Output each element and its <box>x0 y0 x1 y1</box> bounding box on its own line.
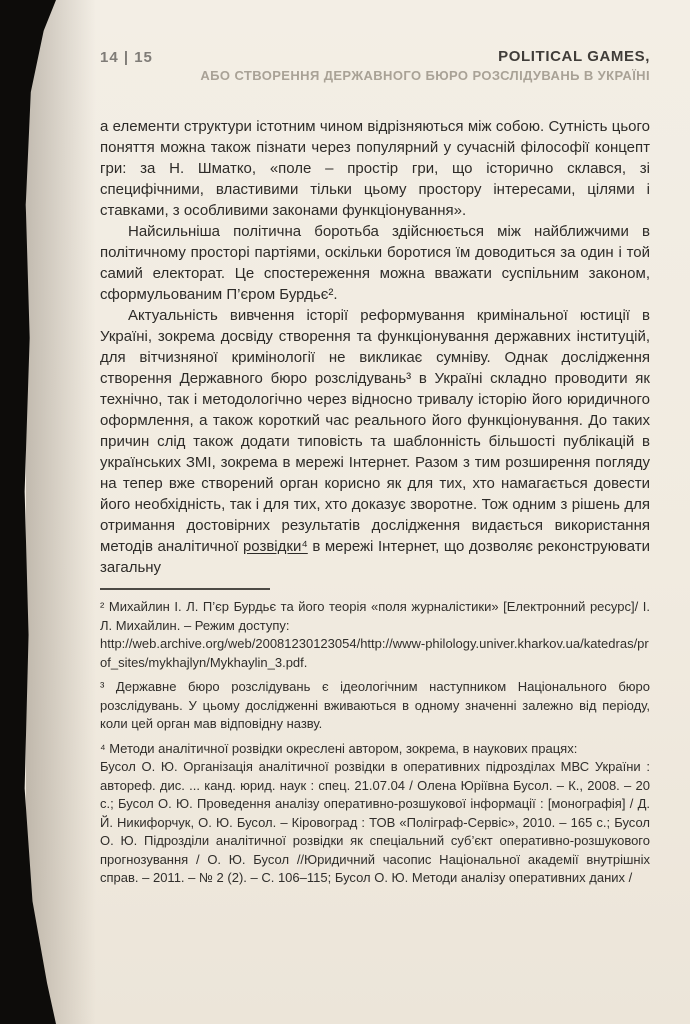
footnote-2 <box>100 598 650 672</box>
running-subtitle: АБО СТВОРЕННЯ ДЕРЖАВНОГО БЮРО РОЗСЛІДУВАНЬ В УКРАЇНІ <box>200 68 650 83</box>
page-header <box>100 48 650 83</box>
paragraph-text: в мережі Інтернет, що дозволяє реконструювати загальну <box>100 538 650 576</box>
footnote-4 <box>100 740 650 888</box>
footnote-text: ² Михайлин І. Л. П’єр Бурдьє та його теорія «поля журналістики» [Електронний ресурс]/ І. Л. Михайлин. – Режим доступу: <box>100 599 650 633</box>
running-head <box>200 48 650 83</box>
paragraph-text: Актуальність вивчення історії реформування кримінальної юстиції в Україні, зокрема досвіду створення та функціонування державних інституцій, для вітчизняної кримінології не викликає сумніву. Однак дослідження створення Державного бюро розслідувань³ в Україні складно проводити як технічно, так і методологічно через відносно тривалу історію його юридичного оформлення, а також короткий час реального його функціонування. До таких причин слід також додати типовість та шаблонність більшості публікацій в українських ЗМІ, зокрема в мережі Інтернет. Разом з тим розширення погляду на тепер вже створений орган корисно як для тих, хто намагається довести його необхідність, так і для тих, хто доказує зворотне. Тож одним з рішень для отримання достовірних результатів дослідження видається використання методів аналітичної <box>100 307 650 555</box>
footnote-text: Бусол О. Ю. Організація аналітичної розвідки в оперативних підрозділах МВС України : автореф. дис. ... канд. юрид. наук : спец. 21.07.04 / Олена Юріївна Бусол. – К., 2008. – 20 с.; Бусол О. Ю. Проведення аналізу оперативно-розшукової інформації : [монографія] / Д. Й. Никифорчук, О. Ю. Бусол. – Кіровоград : ТОВ «Поліграф-Сервіс», 2010. – 165 с.; Бусол О. Ю. Підрозділи аналітичної розвідки як спеціальний суб’єкт оперативно-розшукового прогнозування / О. Ю. Бусол //Юридичний часопис Національної академії внутрішніх справ. – 2011. – № 2 (2). – С. 106–115; Бусол О. Ю. Методи аналізу оперативних даних / <box>100 759 650 885</box>
running-title: POLITICAL GAMES, <box>498 48 650 65</box>
book-spine-shadow <box>0 0 56 1024</box>
body-paragraph: Найсильніша політична боротьба здійснюється між найближчими в політичному просторі партіями, оскільки боротися їм доводиться за один і той самий електорат. Це спостереження можна вважати суспільним законом, сформульованим П’єром Бурдьє². <box>100 223 650 303</box>
footnote-3: ³ Державне бюро розслідувань є ідеологічним наступником Національного бюро розслідувань. У цьому дослідженні вживаються в одному значенні залежно від періоду, коли цей орган мав відповідну назву. <box>100 679 650 731</box>
footnote-text: ⁴ Методи аналітичної розвідки окреслені автором, зокрема, в наукових працях: <box>100 740 578 756</box>
underlined-term: розвідки⁴ <box>242 538 308 555</box>
page-numbers: 14 | 15 <box>100 49 153 66</box>
body-paragraph <box>100 305 650 578</box>
footnote-url: http://web.archive.org/web/20081230123054/http://www-philology.univer.kharkov.ua/katedras/prof_sites/mykhajlyn/Mykhaylin_3.pdf. <box>100 636 649 670</box>
body-paragraph: а елементи структури істотним чином відрізняються між собою. Сутність цього поняття можна також пізнати через популярний у сучасній філософії концепт гри: за Н. Шматко, «поле – простір гри, що історично склався, зі специфічними, властивими тільки цьому простору інтересами, цілями і ставками, з особливими законами функціонування». <box>100 118 650 219</box>
body-text <box>100 116 650 894</box>
footnotes <box>100 598 650 888</box>
footnote-separator <box>100 588 270 590</box>
